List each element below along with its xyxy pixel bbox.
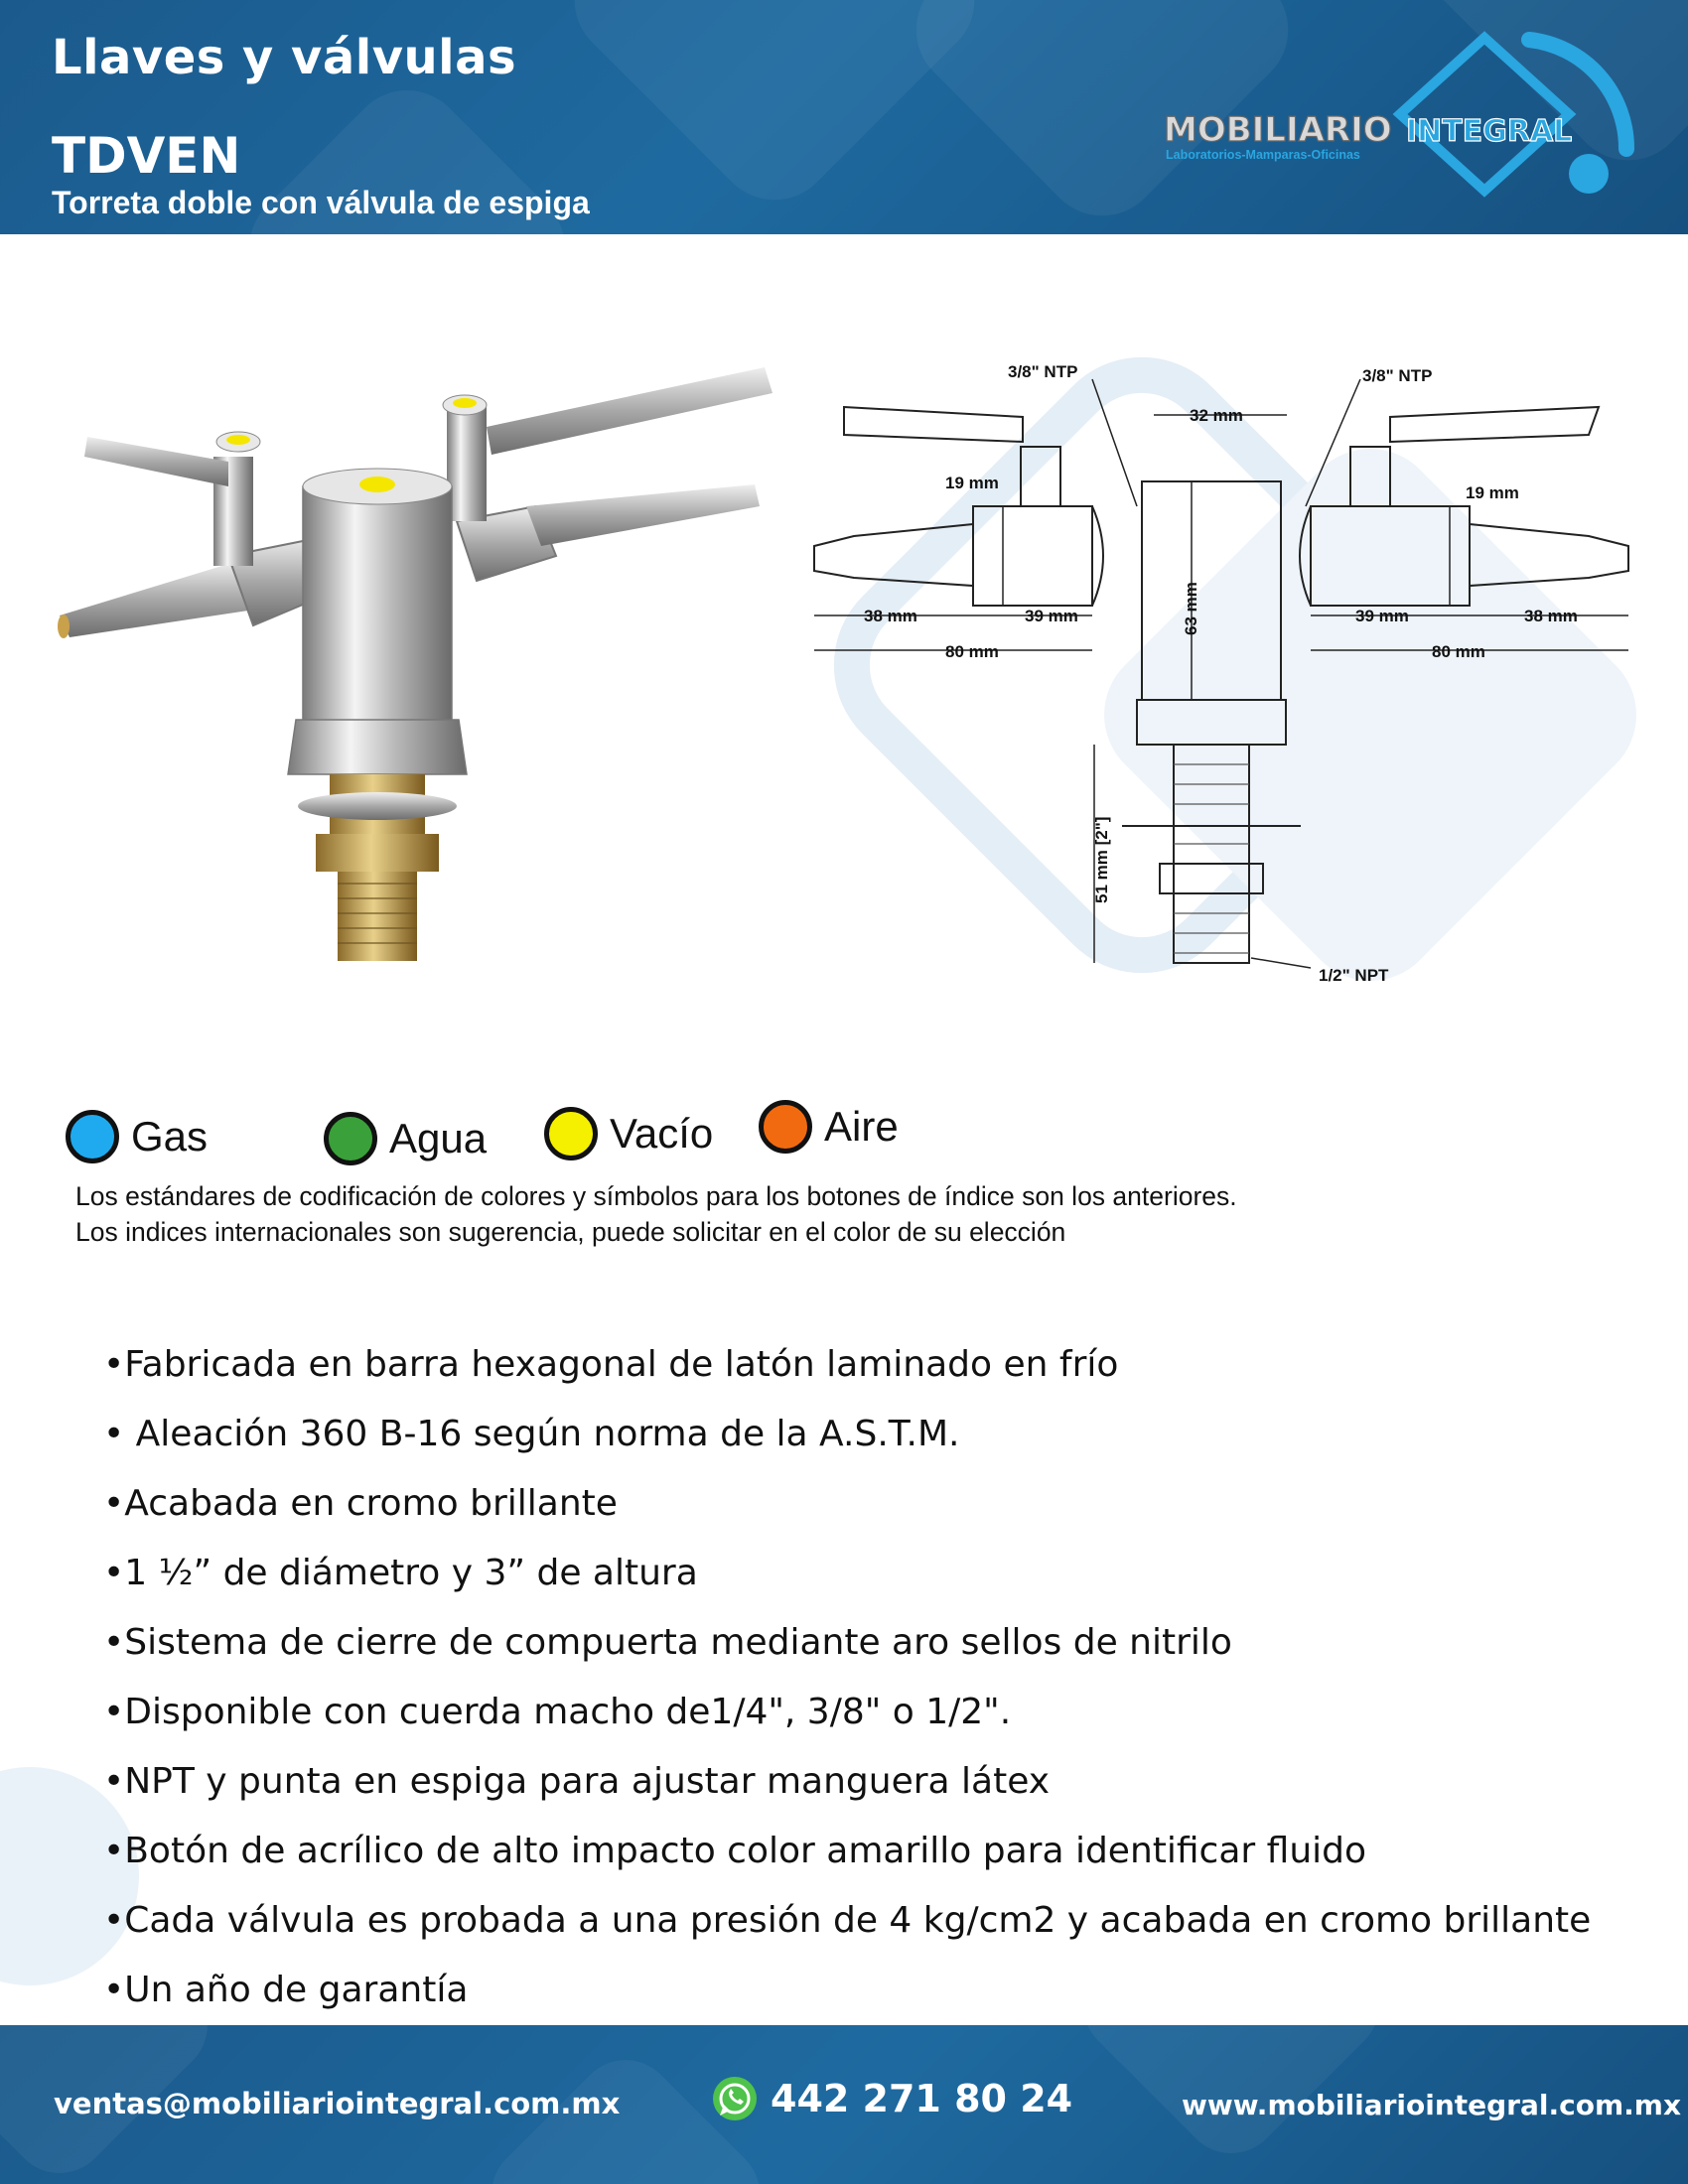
label-ntp-left: 3/8" NTP	[1008, 362, 1078, 381]
color-dot-agua	[324, 1112, 377, 1165]
label-thread-height: 51 mm [2"]	[1092, 816, 1111, 903]
logo-text-secondary: INTEGRAL	[1406, 114, 1573, 149]
technical-drawing	[794, 347, 1648, 983]
category-title: Llaves y válvulas	[52, 30, 517, 85]
label-right-total: 80 mm	[1432, 642, 1485, 661]
whatsapp-icon	[711, 2075, 759, 2122]
feature-item: •Botón de acrílico de alto impacto color amarillo para identificar fluido	[103, 1831, 1367, 1871]
footer-website-link[interactable]: www.mobiliariointegral.com.mx	[1182, 2089, 1682, 2121]
feature-item: • Aleación 360 B-16 según norma de la A.S.T.M.	[103, 1414, 960, 1454]
legend-item-aire	[759, 1100, 899, 1154]
color-dot-gas	[66, 1110, 119, 1163]
label-height-right: 19 mm	[1466, 483, 1519, 502]
label-right-a: 39 mm	[1355, 607, 1409, 625]
label-right-b: 38 mm	[1524, 607, 1578, 625]
label-ntp-right: 3/8" NTP	[1362, 366, 1433, 385]
logo-text-primary: MOBILIARIO	[1164, 110, 1392, 150]
legend-item-gas	[66, 1110, 208, 1163]
footer-phone[interactable]	[711, 2075, 1072, 2122]
legend-item-vacio	[544, 1107, 713, 1160]
legend-label-agua: Agua	[389, 1115, 488, 1161]
feature-item: •Sistema de cierre de compuerta mediante aro sellos de nitrilo	[103, 1622, 1232, 1663]
label-height-left: 19 mm	[945, 474, 999, 492]
feature-item: •NPT y punta en espiga para ajustar manguera látex	[103, 1761, 1051, 1802]
label-left-b: 39 mm	[1025, 607, 1078, 625]
label-left-total: 80 mm	[945, 642, 999, 661]
footer-phone-number: 442 271 80 24	[771, 2077, 1073, 2120]
product-code: TDVEN	[52, 127, 241, 185]
footer-email-link[interactable]: ventas@mobiliariointegral.com.mx	[54, 2087, 621, 2120]
legend-item-agua	[324, 1112, 487, 1165]
feature-item: •Disponible con cuerda macho de1/4", 3/8" o 1/2".	[103, 1692, 1012, 1732]
product-photo	[40, 357, 774, 993]
feature-item: •Fabricada en barra hexagonal de latón laminado en frío	[103, 1344, 1119, 1385]
legend-label-vacio: Vacío	[610, 1110, 714, 1157]
feature-list	[103, 1330, 1591, 2025]
color-dot-vacio	[544, 1107, 598, 1160]
feature-item: •Cada válvula es probada a una presión de 4 kg/cm2 y acabada en cromo brillante	[103, 1900, 1592, 1941]
legend-label-aire: Aire	[824, 1103, 899, 1150]
footer-bar	[0, 2025, 1688, 2184]
company-logo	[1152, 20, 1648, 208]
color-dot-aire	[759, 1100, 812, 1154]
label-top-width: 32 mm	[1190, 406, 1243, 425]
header-bar	[0, 0, 1688, 234]
label-body-height: 63 mm	[1182, 582, 1200, 635]
product-subtitle: Torreta doble con válvula de espiga	[52, 185, 590, 220]
feature-item: •Acabada en cromo brillante	[103, 1483, 618, 1524]
color-standard-note: Los estándares de codificación de colores y símbolos para los botones de índice son los anteriores.	[75, 1181, 1237, 1211]
feature-item: •1 ½” de diámetro y 3” de altura	[103, 1553, 698, 1593]
legend-label-gas: Gas	[131, 1113, 209, 1160]
logo-tagline: Laboratorios-Mamparas-Oficinas	[1166, 148, 1360, 162]
color-suggestion-note: Los indices internacionales son sugerencia, puede solicitar en el color de su elección	[75, 1217, 1066, 1247]
label-npt-bottom: 1/2" NPT	[1319, 966, 1389, 983]
feature-item: •Un año de garantía	[103, 1970, 469, 2010]
label-left-a: 38 mm	[864, 607, 917, 625]
